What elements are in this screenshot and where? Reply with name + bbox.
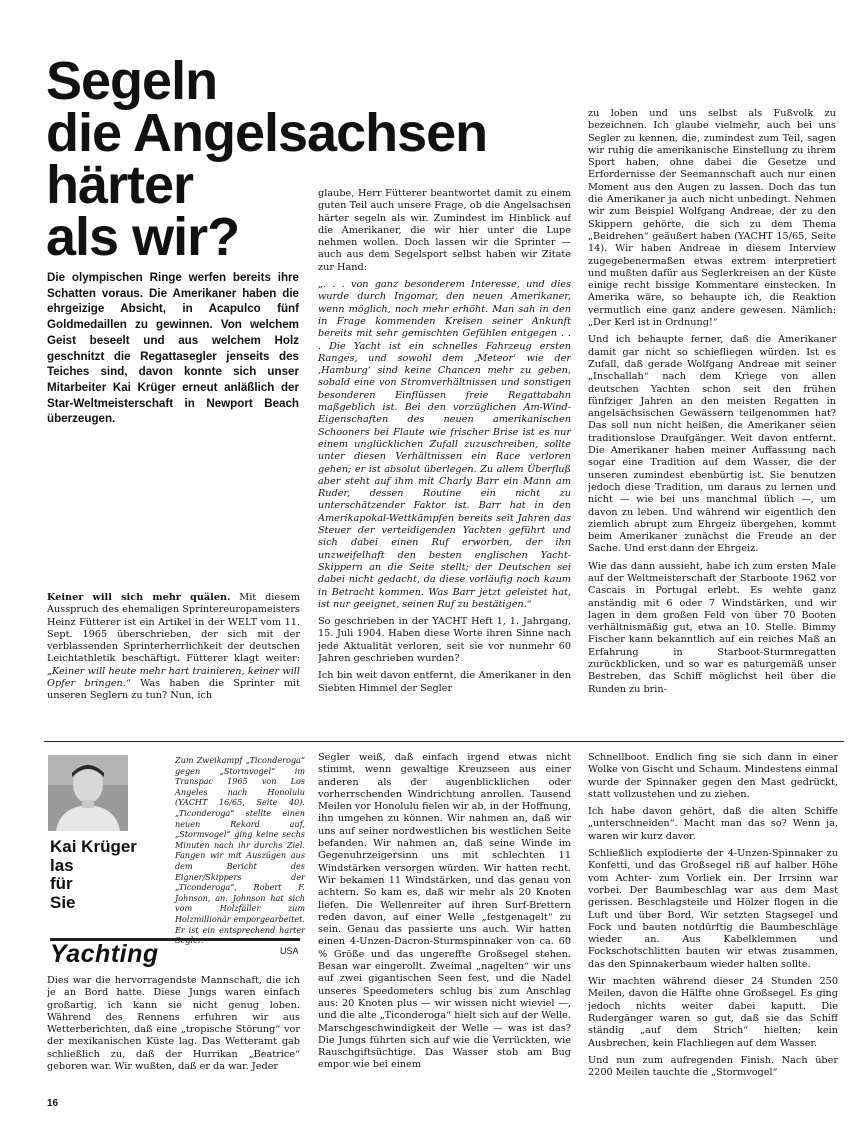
author-portrait (48, 755, 128, 831)
article-column-2 (318, 188, 571, 733)
byline-word: las (50, 855, 74, 875)
column-3-paragraph: Und ich behaupte ferner, daß die Amerikaner damit gar nicht so schiefliegen würden. Ist es Zufall, daß gerade Wolfgang Andreae mit seiner „Inschallah“ nach dem Kriege von allen deutschen Yachten schon seit den frühen fünfziger Jahren an den meisten Regatten in angelsächsischen Gewässern teilgenommen hat? Das soll nun nicht heißen, die Amerikaner seien traditionslose Draufgänger. Weit davon entfernt. Die Amerikaner haben meiner Auffassung nach sogar eine Tradition auf dem Wasser, die der unseren zumindest ebenbürtig ist. Sie benutzen jedoch diese Tradition, um daraus zu lernen und nicht — wie bei uns manchmal üblich —, um davon zu leben. Und während wir eigentlich den ziemlich abrupt zum Ehrgeiz übergehen, kommt beim Amerikaner zunächst die Freude an der Sache. Und erst dann der Ehrgeiz. (588, 334, 836, 555)
column-4-paragraph: Dies war die hervorragendste Mannschaft, die ich je an Bord hatte. Diese Jungs waren einfach großartig, ich kann sie nicht genug loben. Während des Rennens erfuhren wir aus Wetterberichten, daß eine „tropische Störung“ vor der mexikanischen Küste lag. Das Wetteramt gab schließlich zu, daß der Hurrikan „Beatrice“ geboren war. Wir wußten, daß er da war. Jeder (47, 975, 300, 1073)
article-column-1 (47, 592, 300, 707)
headline-line-4: als wir? (46, 207, 240, 267)
column-1-tail: Was haben die Sprinter mit unseren Seglern zu tun? Nun, ich (47, 678, 300, 702)
column-1-quote: „Keiner will heute mehr hart trainieren, keiner will Opfer bringen.“ (47, 665, 300, 690)
article-column-4 (47, 975, 300, 1093)
column-1-text: Mit diesem Ausspruch des ehemaligen Sprintereuropameisters Heinz Fütterer ist ein Artikel in der WELT vom 11. Sept. 1965 überschrieben, der sich mit der verblassenden Sprinterherrlichkeit der deutschen Leichtathletik beschäftigt. Fütterer klagt weiter: (47, 592, 300, 665)
column-6-paragraph: Schnellboot. Endlich fing sie sich dann in einer Wolke von Gischt und Schaum. Mindestens einmal wurde der Spinnaker gegen den Mast gedrückt, statt vollzustehen und zu ziehen. (588, 752, 838, 800)
column-2-paragraph: glaube, Herr Fütterer beantwortet damit zu einem guten Teil auch unsere Frage, ob die Angelsachsen härter segeln als wir. Zumindest im Hinblick auf die Amerikaner, die wir hier unter die Lupe nehmen wollen. Doch lassen wir die Sprinter — auch aus dem Segelsport selbst haben wir Zitate zur Hand: (318, 188, 571, 273)
author-byline (50, 838, 154, 912)
magazine-logo: Yachting (50, 940, 159, 968)
byline-word: für (50, 874, 73, 893)
section-divider (44, 741, 844, 742)
byline-word: Sie (50, 892, 76, 912)
column-6-paragraph: Und nun zum aufregenden Finish. Nach über 2200 Meilen tauchte die „Stormvogel“ (588, 1054, 838, 1079)
column-2-quote: „. . . von ganz besonderem Interesse, und dies wurde durch Ingomar, den neuen Amerikaner, wenn möglich, noch mehr erhöht. Man sah in den in Frage kommenden Kreisen seiner Ankunft bereits mit sehr gemischten Gefühlen entgegen . . . Die Yacht ist ein schnelles Fahrzeug ersten Ranges, und sowohl dem ‚Meteor‘ wie der ‚Hamburg‘ sind keine Chancen mehr zu geben, sobald eine von Stromverhältnissen und sonstigen besonderen Einflüssen freie Regattabahn maßgeblich ist. Bei den vorzüglichen Am-Wind-Eigenschaften des neuen amerikanischen Schooners bei Flaute wie frischer Brise ist es nur einem unglücklichen Zufall zuzuschreiben, sollte unter diesen Verhältnissen ein Race verloren gehen; er ist absolut überlegen. Zu allem Überfluß aber steht auf ihm mit Charly Barr ein Mann am Ruder, dessen Routine ein nicht zu unterschätzender Faktor ist. Barr hat in den Amerikapokal-Wettkämpfen bereits seit Jahren das Steuer der verteidigenden Yachten geführt und sich dabei einen Ruf erworben, der ihn unzweifelhaft den besten englischen Yacht-Skippern an die Seite stellt; der Deutschen sei dabei nicht gedacht, da diese vorläufig noch kaum in Betracht kommen. Was Barr jetzt geleistet hat, ist nur geeignet, seinen Ruf zu bestätigen.“ (318, 279, 571, 610)
headline-line-3: härter (46, 155, 194, 215)
column-5-paragraph: Segler weiß, daß einfach irgend etwas nicht stimmt, wenn gewaltige Kreuzseen aus einer anderen als der augenblicklichen oder vorherrschenden Windrichtung anrollen. Tausend Meilen vor Honolulu fielen wir ab, in der Hoffnung, ihn umgehen zu können. Wir nahmen an, daß wir uns auf seiner nordwestlichen bis westlichen Seite befanden. Wir nahmen an, daß seine Winde im Gegenuhrzeigersinn uns mit schlechten 11 Windstärken versorgen würden. Wir hatten recht. Wir bekamen 11 Windstärken, und das genau von achtern. So kam es, daß wir mehr als 20 Knoten liefen. Die Wellenreiter auf ihren Surf-Brettern reden davon, auf einer Welle „festgenagelt“ zu sein. Genau das passierte uns auch. Wir hatten einen 4-Unzen-Dacron-Sturmspinnaker von ca. 60 % Größe und das ungereffte Großsegel stehen. Besan war eingerollt. Zweimal „nagelten“ wir uns auf zwei gigantischen Seen fest, und die Nadel unseres Speedometers schlug bis zum Anschlag aus: 20 Knoten plus — wir wissen nicht wieviel —, und die alte „Ticonderoga“ hielt sich auf der Welle. Marschgeschwindigkeit der Welle — was ist das? Die Jungs führten sich auf wie die Verrückten, wie Rauschgiftsüchtige. Das Wasser stob am Bug empor wie bei einem (318, 752, 571, 1071)
headline-line-2: die Angelsachsen (46, 103, 488, 163)
page-number: 16 (47, 1098, 59, 1109)
article-column-5 (318, 752, 571, 1102)
column-2-paragraph: Ich bin weit davon entfernt, die Amerikaner in den Siebten Himmel der Segler (318, 670, 571, 694)
runin-heading: Keiner will sich mehr quälen. (47, 592, 231, 603)
source-magazine (50, 934, 300, 968)
lead-paragraph: Die olympischen Ringe werfen bereits ihre Schatten voraus. Die Amerikaner haben die ehrgeizige Absicht, in Acapulco fünf Goldmedaillen zu gewinnen. Von welchem Geist beseelt und aus welchem Holz geschnitzt die Regattasegler jenseits des Teiches sind, davon konnte sich unser Mitarbeiter Kai Krüger erneut anläßlich der Star-Weltmeisterschaft in Newport Beach überzeugen. (47, 271, 299, 426)
magazine-country: USA (280, 946, 299, 956)
intro-caption: Zum Zweikampf „Ticonderoga“ gegen „Stormvogel“ im Transpac 1965 von Los Angeles nach Honolulu (YACHT 16/65, Seite 40). „Ticonderoga“ stellte einen neuen Rekord auf, „Stormvogel“ ging keine sechs Minuten nach ihr durchs Ziel. Fangen wir mit Auszügen aus dem Bericht des Eigner/Skippers der „Ticonderoga“, Robert F. Johnson, an. Johnson hat sich vom Holzfäller zum Holzmillionär emporgearbeitet. Er ist ein entsprechend harter (175, 755, 305, 935)
headline-line-1: Segeln (46, 51, 218, 111)
column-6-paragraph: Wir machten während dieser 24 Stunden 250 Meilen, davon die Hälfte ohne Großsegel. Es ging jedoch nichts weiter dabei kaputt. Die Rudergänger waren so gut, daß sie das Schiff ständig „auf dem Strich“ hielten; kein Ausbrechen, kein Flachliegen auf dem Wasser. (588, 976, 838, 1049)
byline-name: Kai Krüger (50, 837, 137, 856)
article-column-3 (588, 108, 836, 708)
column-2-paragraph: So geschrieben in der YACHT Heft 1, 1. Jahrgang, 15. Juli 1904. Haben diese Worte ihren Sinne nach jede Aktualität verloren, seit sie vor nunmehr 60 Jahren geschrieben wurden? (318, 616, 571, 664)
column-6-paragraph: Ich habe davon gehört, daß die alten Schiffe „unterschneiden“. Macht man das so? Wenn ja, waren wir kurz davor. (588, 806, 838, 842)
column-3-paragraph: zu loben und uns selbst als Fußvolk zu bezeichnen. Ich glaube vielmehr, auch bei uns Segler zu kennen, die, zumindest zum Teil, sagen wir ruhig die amerikanische Einstellung zu ihrem Sport haben, ohne dabei die Gesetze und Erfordernisse der Seemannschaft auch nur einen Moment aus den Augen zu lassen. Doch das tun die Amerikaner ja auch nicht unbedingt. Nehmen wir zum Beispiel Wolfgang Andreae, der zu den Skippern gehörte, die sich zu dem Thema „Beidrehen“ geäußert haben (YACHT 15/65, Seite 14). Wir haben Andreae in diesem Interview zugegebenermaßen etwas extrem interpretiert und mußten dafür aus Seglerkreisen an der Küste einige recht bissige Kommentare einstecken. In Amerika wäre, so behaupte ich, die Reaktion vermutlich eine ganz andere gewesen. Nämlich: „Der Kerl ist in Ordnung!“ (588, 108, 836, 329)
column-3-paragraph: Wie das dann aussieht, habe ich zum ersten Male auf der Weltmeisterschaft der Starboote 1962 vor Cascais in Portugal erlebt. Es wehte ganz anständig mit 6 oder 7 Windstärken, und wir lagen in dem großen Feld von über 70 Booten verhältnismäßig gut, etwa an 10. Stelle. Bimmy Fischer kann bekanntlich auf ein reiches Maß an Erfahrung in Starboot-Sturmregatten zurückblicken, und so war es naturgemäß unser Bestreben, das Schiff möglichst heil über die Runden zu brin- (588, 560, 836, 695)
column-6-paragraph: Schließlich explodierte der 4-Unzen-Spinnaker zu Konfetti, und das Großsegel riß auf halber Höhe vom Achter- zum Vorliek ein. Der Irrsinn war vorbei. Der Baumbeschlag war aus dem Mast gerissen. Beschlagsteile und Hölzer flogen in die Luft und über Bord. Wir setzten Stagsegel und Fock und bauten notdürftig die Baumbeschläge wieder an. Aus Kabelklemmen und Fockschotschlitten bauten wir etwas zusammen, das den Spinnakerbaum wieder halten sollte. (588, 848, 838, 970)
article-column-6 (588, 752, 838, 1107)
